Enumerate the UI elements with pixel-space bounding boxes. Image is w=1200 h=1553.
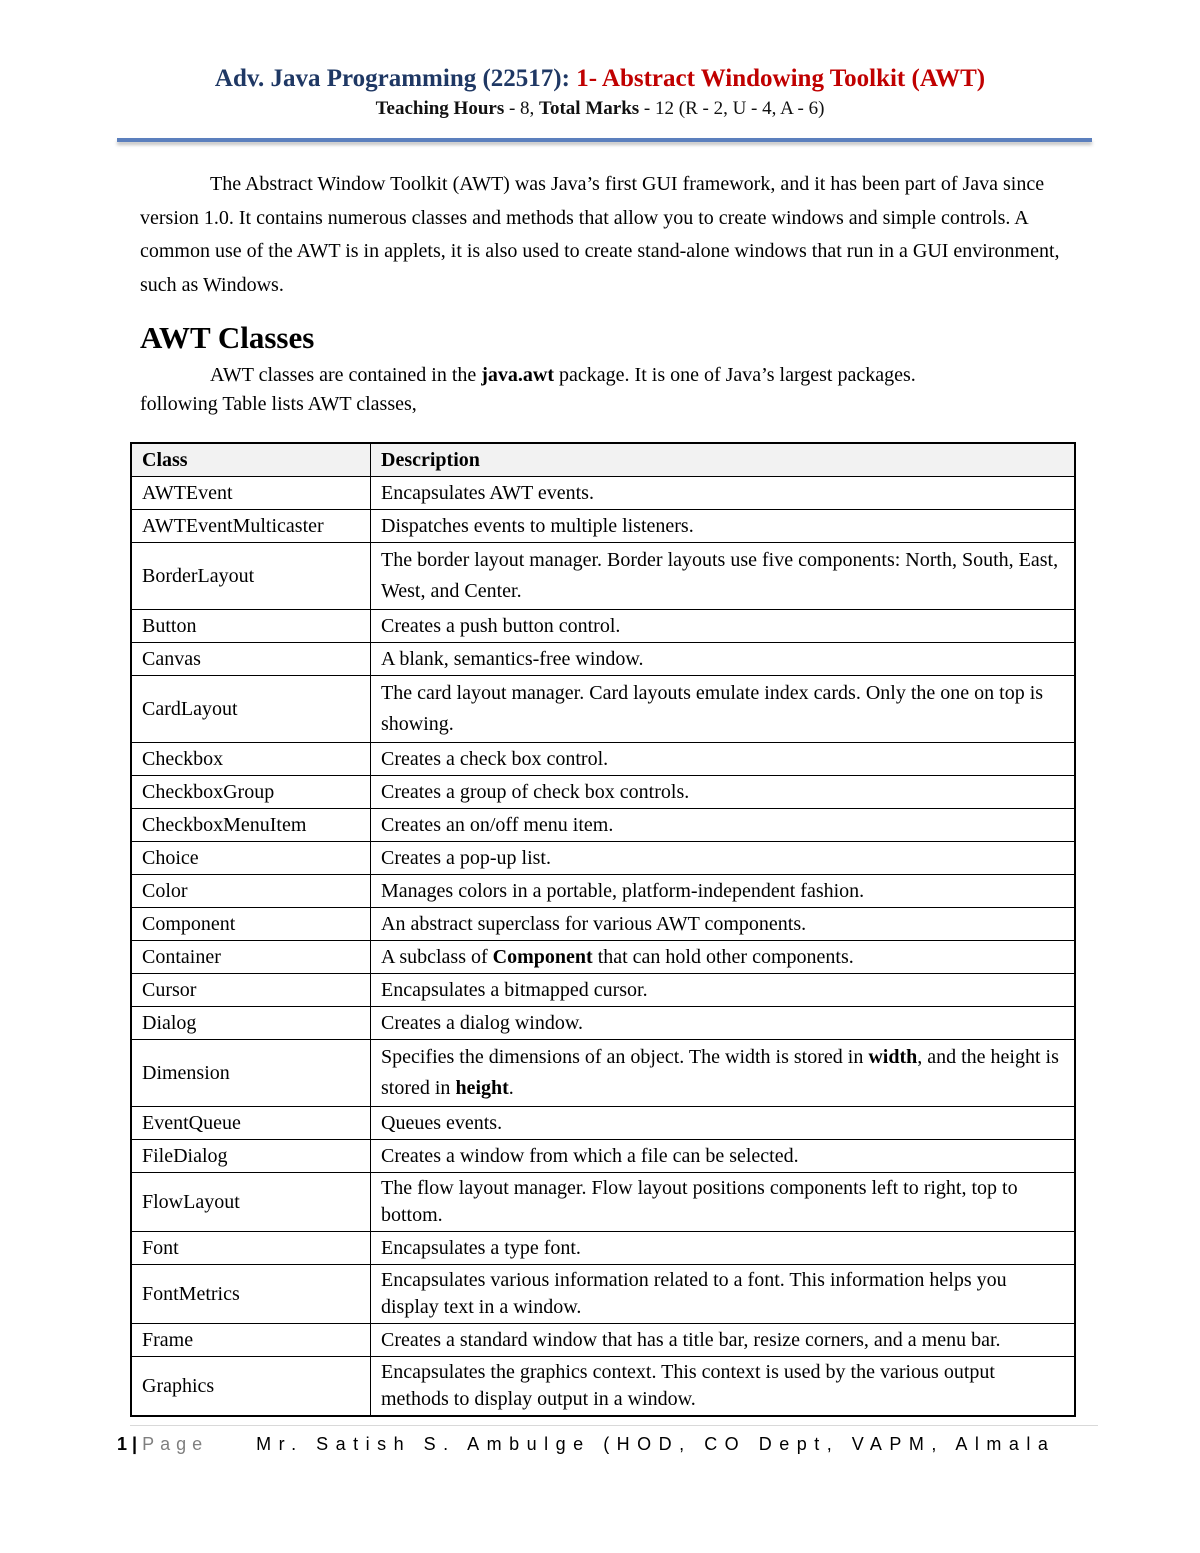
author-credit: Mr. Satish S. Ambulge (HOD, CO Dept, VAPM, Almala	[256, 1434, 1056, 1454]
table-row	[131, 1232, 1075, 1265]
class-cell: Dialog	[131, 1007, 371, 1040]
description-cell: Creates a push button control.	[371, 610, 1076, 643]
awt-classes-table	[130, 442, 1076, 1417]
total-marks-label: Total Marks	[539, 98, 640, 119]
description-cell	[371, 941, 1076, 974]
class-cell: Font	[131, 1232, 371, 1265]
description-cell: Encapsulates various information related to a font. This information helps you display text in a window.	[371, 1265, 1076, 1324]
footer-divider	[130, 1425, 1098, 1426]
description-cell: Creates a check box control.	[371, 743, 1076, 776]
description-cell: Creates a group of check box controls.	[371, 776, 1076, 809]
description-text: , and the height is stored in	[381, 1046, 1059, 1099]
class-cell: CheckboxMenuItem	[131, 809, 371, 842]
description-emphasis: width	[868, 1046, 918, 1068]
intro-paragraph: The Abstract Window Toolkit (AWT) was Java’s first GUI framework, and it has been part of Java since version 1.0. It contains numerous classes and methods that allow you to create windows and simple controls. A common use of the AWT is in applets, it is also used to create stand-alone windows that run in a GUI environment, such as Windows.	[140, 173, 1060, 296]
class-cell: Canvas	[131, 643, 371, 676]
table-row	[131, 1140, 1075, 1173]
description-cell	[371, 1040, 1076, 1107]
table-row	[131, 974, 1075, 1007]
class-cell: Color	[131, 875, 371, 908]
table-row	[131, 610, 1075, 643]
page-footer	[117, 1431, 1087, 1457]
class-cell: EventQueue	[131, 1107, 371, 1140]
document-title	[0, 62, 1200, 96]
class-cell: Frame	[131, 1324, 371, 1357]
description-cell: Encapsulates the graphics context. This context is used by the various output methods to display output in a window.	[371, 1357, 1076, 1417]
table-row	[131, 477, 1075, 510]
class-cell: Dimension	[131, 1040, 371, 1107]
class-cell: AWTEventMulticaster	[131, 510, 371, 543]
class-cell: AWTEvent	[131, 477, 371, 510]
class-cell: FileDialog	[131, 1140, 371, 1173]
class-cell: CheckboxGroup	[131, 776, 371, 809]
description-cell: Encapsulates AWT events.	[371, 477, 1076, 510]
table-row	[131, 676, 1075, 743]
description-cell: The card layout manager. Card layouts emulate index cards. Only the one on top is showing.	[371, 676, 1076, 743]
table-row	[131, 1357, 1075, 1417]
column-header-class: Class	[131, 443, 371, 477]
table-row	[131, 1107, 1075, 1140]
description-cell: An abstract superclass for various AWT components.	[371, 908, 1076, 941]
unit-title: 1- Abstract Windowing Toolkit (AWT)	[576, 65, 986, 92]
description-cell: Creates an on/off menu item.	[371, 809, 1076, 842]
page-label: Page	[142, 1434, 209, 1454]
description-emphasis: height	[455, 1077, 509, 1099]
intro-section	[140, 168, 1080, 302]
class-cell: FlowLayout	[131, 1173, 371, 1232]
table-row	[131, 908, 1075, 941]
description-cell: Encapsulates a type font.	[371, 1232, 1076, 1265]
description-cell: Dispatches events to multiple listeners.	[371, 510, 1076, 543]
table-row	[131, 1040, 1075, 1107]
table-row	[131, 1007, 1075, 1040]
description-cell: Encapsulates a bitmapped cursor.	[371, 974, 1076, 1007]
class-cell: BorderLayout	[131, 543, 371, 610]
description-text: Specifies the dimensions of an object. The width is stored in	[381, 1046, 869, 1068]
class-cell: Component	[131, 908, 371, 941]
table-row	[131, 510, 1075, 543]
section-heading: AWT Classes	[140, 320, 315, 355]
table-row	[131, 875, 1075, 908]
class-cell: Button	[131, 610, 371, 643]
table-row	[131, 809, 1075, 842]
description-emphasis: Component	[492, 946, 593, 968]
description-text: .	[508, 1077, 514, 1099]
column-header-description: Description	[371, 443, 1076, 477]
lead-text-before: AWT classes are contained in the	[210, 364, 482, 386]
class-cell: FontMetrics	[131, 1265, 371, 1324]
page-header	[0, 62, 1200, 122]
table-row	[131, 941, 1075, 974]
class-cell: Cursor	[131, 974, 371, 1007]
table-header-row	[131, 443, 1075, 477]
description-cell: A blank, semantics-free window.	[371, 643, 1076, 676]
description-text: A subclass of	[381, 946, 493, 968]
table-row	[131, 743, 1075, 776]
description-cell: Queues events.	[371, 1107, 1076, 1140]
page-number: 1	[117, 1434, 128, 1454]
class-cell: Graphics	[131, 1357, 371, 1417]
class-cell: Choice	[131, 842, 371, 875]
class-cell: Checkbox	[131, 743, 371, 776]
class-cell: Container	[131, 941, 371, 974]
package-name: java.awt	[481, 364, 555, 386]
header-divider	[117, 138, 1092, 142]
teaching-info	[0, 96, 1200, 122]
lead-text-after: package. It is one of Java’s largest packages.	[554, 364, 916, 386]
teaching-hours-value: - 8,	[504, 98, 540, 119]
description-cell: Creates a standard window that has a title bar, resize corners, and a menu bar.	[371, 1324, 1076, 1357]
lead-line-2: following Table lists AWT classes,	[140, 393, 417, 415]
description-cell: The border layout manager. Border layouts use five components: North, South, East, West, and Center.	[371, 543, 1076, 610]
section-lead	[140, 361, 1080, 419]
course-title: Adv. Java Programming (22517):	[214, 65, 577, 92]
table-row	[131, 543, 1075, 610]
table-row	[131, 1324, 1075, 1357]
description-cell: Creates a pop-up list.	[371, 842, 1076, 875]
table-row	[131, 643, 1075, 676]
description-cell: Creates a window from which a file can be selected.	[371, 1140, 1076, 1173]
footer-separator: |	[127, 1434, 143, 1454]
description-cell: Manages colors in a portable, platform-independent fashion.	[371, 875, 1076, 908]
lead-paragraph	[140, 361, 1080, 390]
description-cell: The flow layout manager. Flow layout positions components left to right, top to bottom.	[371, 1173, 1076, 1232]
teaching-hours-label: Teaching Hours	[375, 98, 505, 119]
table-row	[131, 1173, 1075, 1232]
table-row	[131, 842, 1075, 875]
total-marks-value: - 12 (R - 2, U - 4, A - 6)	[639, 98, 825, 119]
description-cell: Creates a dialog window.	[371, 1007, 1076, 1040]
table-row	[131, 1265, 1075, 1324]
class-cell: CardLayout	[131, 676, 371, 743]
description-text: that can hold other components.	[592, 946, 854, 968]
table-row	[131, 776, 1075, 809]
